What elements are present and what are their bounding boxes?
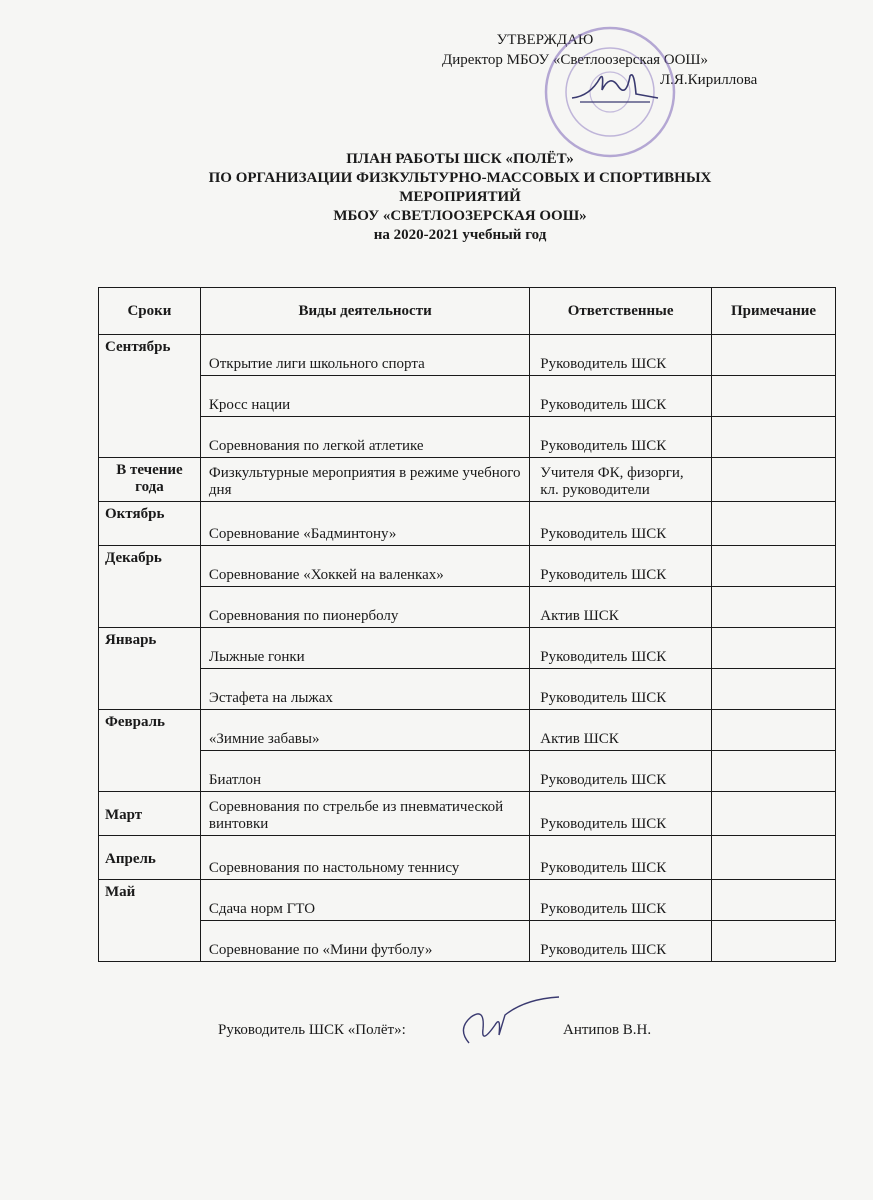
month-cell: В течение года <box>99 458 201 502</box>
table-row <box>99 376 836 417</box>
table-row <box>99 587 836 628</box>
head-signature-icon <box>455 995 565 1055</box>
responsible-cell: Руководитель ШСК <box>530 921 712 962</box>
activity-cell: Соревнование по «Мини футболу» <box>200 921 529 962</box>
activity-cell: Соревнования по легкой атлетике <box>200 417 529 458</box>
activity-cell: Открытие лиги школьного спорта <box>200 335 529 376</box>
note-cell <box>712 921 836 962</box>
activity-cell: Соревнования по стрельбе из пневматической винтовки <box>200 792 529 836</box>
table-row <box>99 880 836 921</box>
responsible-cell: Руководитель ШСК <box>530 417 712 458</box>
note-cell <box>712 376 836 417</box>
activity-cell: «Зимние забавы» <box>200 710 529 751</box>
note-cell <box>712 587 836 628</box>
title-line-1: ПЛАН РАБОТЫ ШСК «ПОЛЁТ» <box>346 151 574 167</box>
activity-cell: Эстафета на лыжах <box>200 669 529 710</box>
note-cell <box>712 792 836 836</box>
note-cell <box>712 710 836 751</box>
table-row <box>99 628 836 669</box>
month-cell: Октябрь <box>99 502 201 546</box>
note-cell <box>712 417 836 458</box>
responsible-cell: Руководитель ШСК <box>530 335 712 376</box>
title-line-2: ПО ОРГАНИЗАЦИИ ФИЗКУЛЬТУРНО-МАССОВЫХ И СПОРТИВНЫХ <box>208 170 712 186</box>
responsible-cell: Руководитель ШСК <box>530 792 712 836</box>
responsible-cell: Руководитель ШСК <box>530 836 712 880</box>
table-row <box>99 836 836 880</box>
table-row <box>99 921 836 962</box>
table-row <box>99 546 836 587</box>
note-cell <box>712 880 836 921</box>
month-cell: Сентябрь <box>99 335 201 458</box>
activity-cell: Лыжные гонки <box>200 628 529 669</box>
note-cell <box>712 751 836 792</box>
month-cell: Март <box>99 792 201 836</box>
table-row <box>99 751 836 792</box>
note-cell <box>712 628 836 669</box>
director-signature-icon <box>570 68 660 108</box>
activity-cell: Соревнование «Бадминтону» <box>200 502 529 546</box>
responsible-cell: Актив ШСК <box>530 587 712 628</box>
note-cell <box>712 546 836 587</box>
activity-cell: Биатлон <box>200 751 529 792</box>
table-row <box>99 458 836 502</box>
responsible-cell: Руководитель ШСК <box>530 546 712 587</box>
title-line-3: МЕРОПРИЯТИЙ <box>399 189 521 205</box>
month-cell: Февраль <box>99 710 201 792</box>
responsible-cell: Актив ШСК <box>530 710 712 751</box>
note-cell <box>712 669 836 710</box>
title-line-5: на 2020-2021 учебный год <box>373 227 547 243</box>
table-row <box>99 710 836 751</box>
responsible-cell: Руководитель ШСК <box>530 751 712 792</box>
note-cell <box>712 335 836 376</box>
note-cell <box>712 836 836 880</box>
responsible-cell: Руководитель ШСК <box>530 880 712 921</box>
approval-name: Л.Я.Кириллова <box>660 72 758 88</box>
footer-role: Руководитель ШСК «Полёт»: <box>218 1022 406 1038</box>
month-cell: Декабрь <box>99 546 201 628</box>
note-cell <box>712 458 836 502</box>
footer-name: Антипов В.Н. <box>563 1022 652 1038</box>
plan-table <box>98 287 836 962</box>
approval-position: Директор МБОУ «Светлоозерская ООШ» <box>442 52 709 68</box>
month-cell: Май <box>99 880 201 962</box>
table-row <box>99 417 836 458</box>
activity-cell: Сдача норм ГТО <box>200 880 529 921</box>
approval-heading: УТВЕРЖДАЮ <box>496 32 594 48</box>
table-row <box>99 792 836 836</box>
month-cell: Апрель <box>99 836 201 880</box>
header-notes: Примечание <box>712 288 836 335</box>
activity-cell: Соревнования по пионерболу <box>200 587 529 628</box>
note-cell <box>712 502 836 546</box>
title-line-4: МБОУ «СВЕТЛООЗЕРСКАЯ ООШ» <box>333 208 587 224</box>
responsible-cell: Руководитель ШСК <box>530 502 712 546</box>
table-header-row <box>99 288 836 335</box>
table-row <box>99 335 836 376</box>
month-cell: Январь <box>99 628 201 710</box>
header-responsible: Ответственные <box>530 288 712 335</box>
table-row <box>99 502 836 546</box>
activity-cell: Соревнование «Хоккей на валенках» <box>200 546 529 587</box>
responsible-cell: Руководитель ШСК <box>530 376 712 417</box>
activity-cell: Кросс нации <box>200 376 529 417</box>
activity-cell: Физкультурные мероприятия в режиме учебного дня <box>200 458 529 502</box>
responsible-cell: Руководитель ШСК <box>530 628 712 669</box>
activity-cell: Соревнования по настольному теннису <box>200 836 529 880</box>
table-row <box>99 669 836 710</box>
page-title <box>160 150 760 245</box>
responsible-cell: Учителя ФК, физорги, кл. руководители <box>530 458 712 502</box>
responsible-cell: Руководитель ШСК <box>530 669 712 710</box>
header-activities: Виды деятельности <box>200 288 529 335</box>
header-dates: Сроки <box>99 288 201 335</box>
